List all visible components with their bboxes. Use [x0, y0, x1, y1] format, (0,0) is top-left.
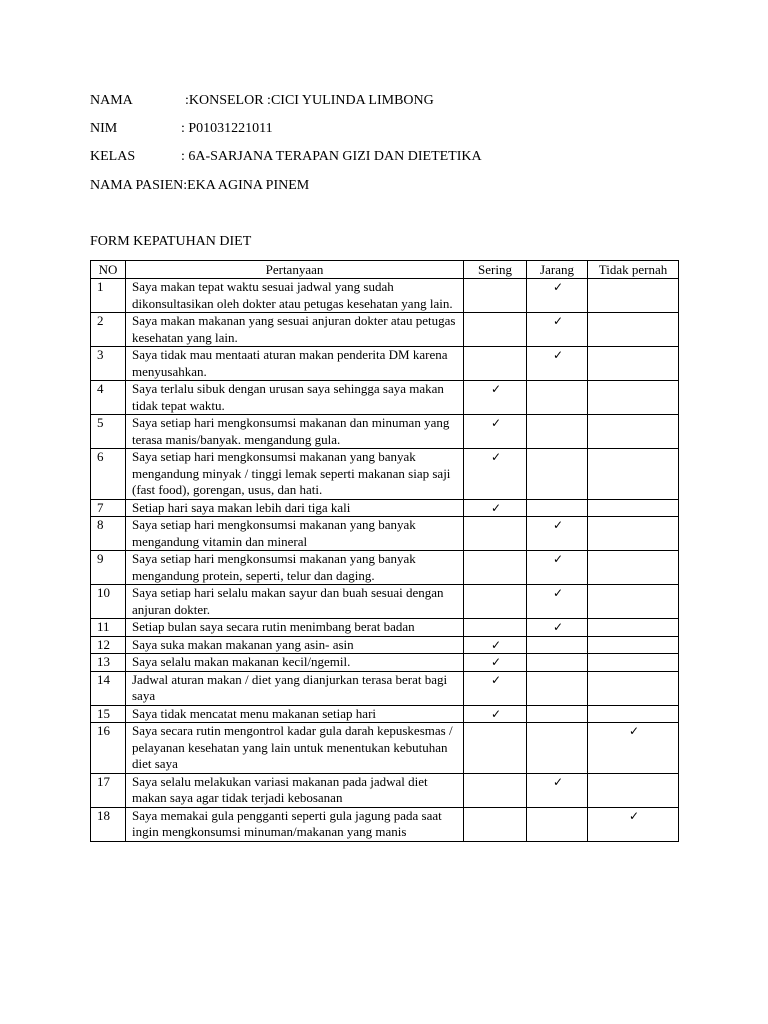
row-number: 10	[91, 585, 126, 619]
answer-cell-jarang	[527, 654, 588, 672]
header-kelas-value: : 6A-SARJANA TERAPAN GIZI DAN DIETETIKA	[181, 149, 482, 164]
answer-cell-jarang	[527, 585, 588, 619]
checkmark-icon: ✓	[490, 655, 502, 669]
answer-cell-sering	[464, 807, 527, 841]
answer-cell-jarang	[527, 499, 588, 517]
row-number: 8	[91, 517, 126, 551]
row-question: Saya setiap hari mengkonsumsi makanan yang banyak mengandung protein, seperti, telur dan daging.	[126, 551, 464, 585]
table-row	[91, 807, 679, 841]
answer-cell-sering	[464, 551, 527, 585]
row-question: Saya setiap hari selalu makan sayur dan buah sesuai dengan anjuran dokter.	[126, 585, 464, 619]
table-row	[91, 705, 679, 723]
answer-cell-sering	[464, 313, 527, 347]
row-question: Saya selalu melakukan variasi makanan pada jadwal diet makan saya agar tidak terjadi kebosanan	[126, 773, 464, 807]
table-row	[91, 654, 679, 672]
header-nama-pasien-value: :EKA AGINA PINEM	[183, 178, 310, 193]
answer-cell-jarang	[527, 381, 588, 415]
answer-cell-jarang	[527, 313, 588, 347]
checkmark-icon: ✓	[628, 724, 640, 738]
answer-cell-tidak-pernah	[588, 313, 679, 347]
checkmark-icon: ✓	[552, 348, 564, 362]
answer-cell-jarang	[527, 723, 588, 774]
header-nama-key: NAMA	[90, 93, 133, 108]
row-number: 12	[91, 636, 126, 654]
checkmark-icon: ✓	[552, 280, 564, 294]
col-header-pertanyaan: Pertanyaan	[126, 261, 464, 279]
answer-cell-sering	[464, 381, 527, 415]
table-row	[91, 636, 679, 654]
table-row	[91, 723, 679, 774]
row-number: 11	[91, 619, 126, 637]
row-question: Saya setiap hari mengkonsumsi makanan dan minuman yang terasa manis/banyak. mengandung gula.	[126, 415, 464, 449]
row-number: 2	[91, 313, 126, 347]
answer-cell-tidak-pernah	[588, 347, 679, 381]
answer-cell-sering	[464, 619, 527, 637]
answer-cell-sering	[464, 585, 527, 619]
table-row	[91, 347, 679, 381]
row-number: 18	[91, 807, 126, 841]
row-number: 17	[91, 773, 126, 807]
checkmark-icon: ✓	[490, 500, 502, 515]
table-row	[91, 381, 679, 415]
answer-cell-jarang	[527, 347, 588, 381]
answer-cell-tidak-pernah	[588, 671, 679, 705]
answer-cell-tidak-pernah	[588, 499, 679, 517]
row-question: Saya setiap hari mengkonsumsi makanan yang banyak mengandung minyak / tinggi lemak seperti makanan siap saji (fast food), gorengan, usus, dan hati.	[126, 449, 464, 500]
row-number: 9	[91, 551, 126, 585]
table-row	[91, 671, 679, 705]
answer-cell-sering	[464, 671, 527, 705]
table-row	[91, 619, 679, 637]
row-number: 6	[91, 449, 126, 500]
header-nim-key: NIM	[90, 121, 118, 136]
answer-cell-sering	[464, 415, 527, 449]
answer-cell-sering	[464, 517, 527, 551]
table-row	[91, 773, 679, 807]
row-question: Saya tidak mencatat menu makanan setiap hari	[126, 705, 464, 723]
checkmark-icon: ✓	[490, 672, 502, 687]
checkmark-icon: ✓	[552, 620, 564, 634]
answer-cell-jarang	[527, 449, 588, 500]
answer-cell-tidak-pernah	[588, 807, 679, 841]
checkmark-icon: ✓	[490, 416, 502, 430]
answer-cell-tidak-pernah	[588, 517, 679, 551]
checkmark-icon: ✓	[490, 706, 502, 721]
answer-cell-jarang	[527, 279, 588, 313]
table-row	[91, 313, 679, 347]
table-row	[91, 449, 679, 500]
row-question: Saya suka makan makanan yang asin- asin	[126, 636, 464, 654]
row-question: Setiap hari saya makan lebih dari tiga kali	[126, 499, 464, 517]
row-number: 15	[91, 705, 126, 723]
answer-cell-jarang	[527, 551, 588, 585]
answer-cell-tidak-pernah	[588, 279, 679, 313]
checkmark-icon: ✓	[552, 314, 564, 328]
row-question: Saya makan makanan yang sesuai anjuran dokter atau petugas kesehatan yang lain.	[126, 313, 464, 347]
checkmark-icon: ✓	[552, 552, 564, 566]
header-nama-value: :KONSELOR :CICI YULINDA LIMBONG	[185, 93, 434, 108]
row-question: Jadwal aturan makan / diet yang dianjurkan terasa berat bagi saya	[126, 671, 464, 705]
answer-cell-jarang	[527, 517, 588, 551]
answer-cell-tidak-pernah	[588, 723, 679, 774]
table-row	[91, 517, 679, 551]
checkmark-icon: ✓	[552, 774, 564, 789]
col-header-tidak-pernah: Tidak pernah	[588, 261, 679, 279]
row-question: Saya memakai gula pengganti seperti gula jagung pada saat ingin mengkonsumsi minuman/makanan yang manis	[126, 807, 464, 841]
answer-cell-jarang	[527, 807, 588, 841]
diet-compliance-table	[90, 260, 679, 842]
row-question: Saya makan tepat waktu sesuai jadwal yang sudah dikonsultasikan oleh dokter atau petugas kesehatan yang lain.	[126, 279, 464, 313]
answer-cell-tidak-pernah	[588, 381, 679, 415]
row-question: Saya selalu makan makanan kecil/ngemil.	[126, 654, 464, 672]
row-number: 7	[91, 499, 126, 517]
answer-cell-jarang	[527, 415, 588, 449]
answer-cell-tidak-pernah	[588, 551, 679, 585]
table-row	[91, 279, 679, 313]
header-nama-pasien	[90, 178, 309, 194]
row-question: Saya terlalu sibuk dengan urusan saya sehingga saya makan tidak tepat waktu.	[126, 381, 464, 415]
answer-cell-tidak-pernah	[588, 636, 679, 654]
checkmark-icon: ✓	[552, 518, 564, 532]
row-question: Setiap bulan saya secara rutin menimbang berat badan	[126, 619, 464, 637]
row-number: 3	[91, 347, 126, 381]
header-nama-pasien-key: NAMA PASIEN	[90, 178, 184, 193]
answer-cell-jarang	[527, 619, 588, 637]
row-number: 1	[91, 279, 126, 313]
answer-cell-sering	[464, 636, 527, 654]
answer-cell-jarang	[527, 773, 588, 807]
col-header-jarang: Jarang	[527, 261, 588, 279]
answer-cell-tidak-pernah	[588, 705, 679, 723]
answer-cell-sering	[464, 773, 527, 807]
row-question: Saya secara rutin mengontrol kadar gula darah kepuskesmas / pelayanan kesehatan yang lain untuk menentukan kebutuhan diet saya	[126, 723, 464, 774]
answer-cell-jarang	[527, 671, 588, 705]
checkmark-icon: ✓	[490, 637, 502, 652]
table-header-row	[91, 261, 679, 279]
answer-cell-tidak-pernah	[588, 449, 679, 500]
row-number: 13	[91, 654, 126, 672]
answer-cell-sering	[464, 705, 527, 723]
row-number: 14	[91, 671, 126, 705]
answer-cell-jarang	[527, 636, 588, 654]
answer-cell-tidak-pernah	[588, 415, 679, 449]
col-header-no: NO	[91, 261, 126, 279]
answer-cell-tidak-pernah	[588, 773, 679, 807]
checkmark-icon: ✓	[628, 808, 640, 823]
table-body	[91, 279, 679, 842]
table-row	[91, 551, 679, 585]
answer-cell-sering	[464, 723, 527, 774]
checkmark-icon: ✓	[490, 382, 502, 396]
answer-cell-tidak-pernah	[588, 585, 679, 619]
form-title: FORM KEPATUHAN DIET	[90, 234, 252, 249]
table-row	[91, 499, 679, 517]
answer-cell-tidak-pernah	[588, 654, 679, 672]
col-header-sering: Sering	[464, 261, 527, 279]
table-row	[91, 415, 679, 449]
header-kelas-key: KELAS	[90, 149, 136, 164]
answer-cell-sering	[464, 499, 527, 517]
answer-cell-sering	[464, 449, 527, 500]
answer-cell-sering	[464, 279, 527, 313]
checkmark-icon: ✓	[552, 586, 564, 600]
checkmark-icon: ✓	[490, 450, 502, 464]
row-number: 5	[91, 415, 126, 449]
row-number: 16	[91, 723, 126, 774]
row-number: 4	[91, 381, 126, 415]
answer-cell-jarang	[527, 705, 588, 723]
answer-cell-sering	[464, 347, 527, 381]
answer-cell-tidak-pernah	[588, 619, 679, 637]
row-question: Saya setiap hari mengkonsumsi makanan yang banyak mengandung vitamin dan mineral	[126, 517, 464, 551]
row-question: Saya tidak mau mentaati aturan makan penderita DM karena menyusahkan.	[126, 347, 464, 381]
table-row	[91, 585, 679, 619]
header-nim-value: : P01031221011	[181, 121, 273, 136]
answer-cell-sering	[464, 654, 527, 672]
